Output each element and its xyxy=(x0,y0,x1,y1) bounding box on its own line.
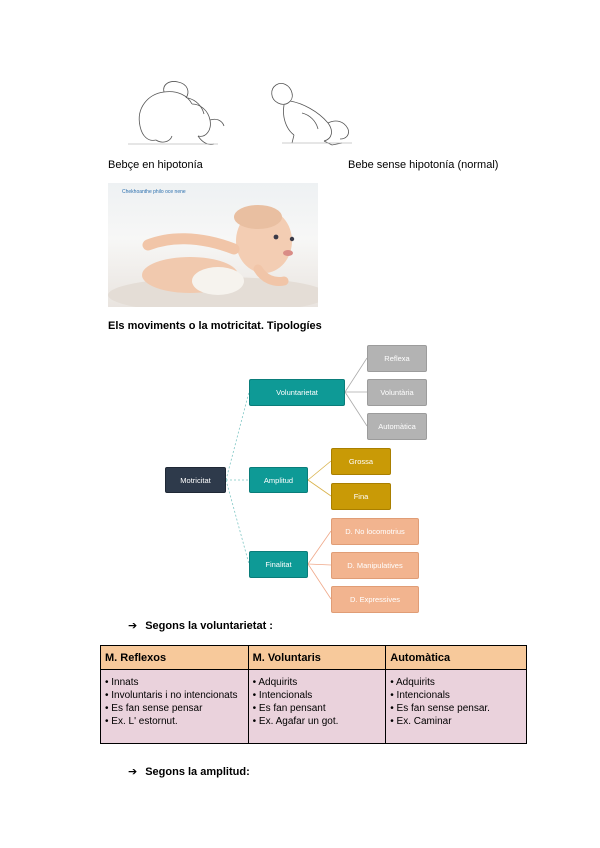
bullet-amplitud xyxy=(128,762,250,780)
cell-line: • Adquirits xyxy=(252,677,298,688)
table-header: M. Voluntaris xyxy=(248,646,386,670)
node-reflexa: Reflexa xyxy=(367,345,427,372)
caption-normal: Bebe sense hipotonía (normal) xyxy=(348,159,499,171)
cell-line: • Es fan pensant xyxy=(252,703,326,714)
node-motricitat: Motricitat xyxy=(165,467,226,493)
table-row xyxy=(101,670,527,744)
node-voluntaria: Voluntària xyxy=(367,379,427,406)
caption-hypotonia: Bebçe en hipotonía xyxy=(108,159,203,171)
table-header: M. Reflexos xyxy=(101,646,249,670)
table-header-row xyxy=(101,646,527,670)
node-finalitat: Finalitat xyxy=(249,551,308,578)
node-amplitud: Amplitud xyxy=(249,467,308,493)
table-cell xyxy=(101,670,249,744)
cell-line: • Es fan sense pensar xyxy=(105,703,203,714)
node-no-locomotrius: D. No locomotrius xyxy=(331,518,419,545)
node-fina: Fina xyxy=(331,483,391,510)
bullet-amplitud-text: Segons la amplitud: xyxy=(145,766,250,778)
cell-line: • Intencionals xyxy=(252,690,313,701)
section-heading: Els moviments o la motricitat. Tipologíes xyxy=(108,320,322,332)
table-header: Automàtica xyxy=(386,646,527,670)
cell-line: • Es fan sense pensar. xyxy=(390,703,490,714)
node-voluntarietat: Voluntarietat xyxy=(249,379,345,406)
node-expressives: D. Expressives xyxy=(331,586,419,613)
cell-line: • Ex. Caminar xyxy=(390,716,452,727)
cell-line: • Adquirits xyxy=(390,677,435,688)
table-cell xyxy=(248,670,386,744)
voluntarietat-table xyxy=(100,645,527,744)
photo-watermark: Chekhoanthe philo oce nene xyxy=(122,189,186,195)
cell-line: • Ex. L' estornut. xyxy=(105,716,178,727)
cell-line: • Innats xyxy=(105,677,139,688)
node-automatica: Automàtica xyxy=(367,413,427,440)
node-manipulatives: D. Manipulatives xyxy=(331,552,419,579)
table-cell xyxy=(386,670,527,744)
cell-line: • Involuntaris i no intencionats xyxy=(105,690,238,701)
arrow-right-icon: ➔ xyxy=(128,620,138,632)
cell-line: • Ex. Agafar un got. xyxy=(252,716,339,727)
arrow-right-icon: ➔ xyxy=(128,766,138,778)
bullet-voluntarietat-text: Segons la voluntarietat : xyxy=(145,620,273,632)
node-grossa: Grossa xyxy=(331,448,391,475)
bullet-voluntarietat xyxy=(128,616,273,634)
cell-line: • Intencionals xyxy=(390,690,450,701)
